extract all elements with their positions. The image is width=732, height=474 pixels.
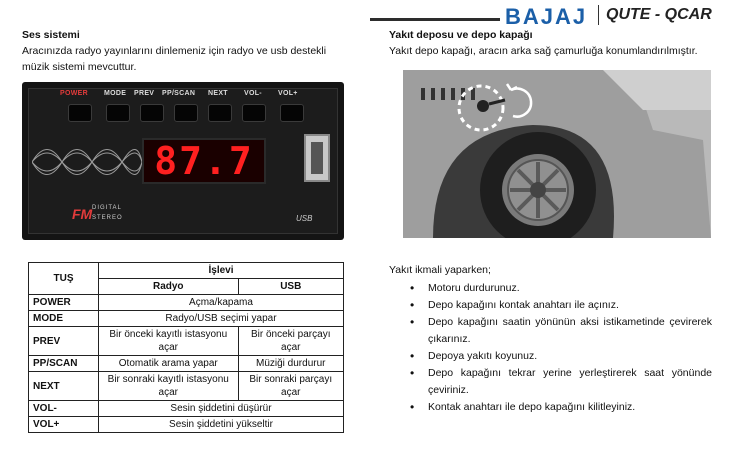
list-item: • Depoya yakıtı koyunuz. [410, 348, 712, 365]
row-function: Radyo/USB seçimi yapar [99, 311, 344, 327]
row-function: Açma/kapama [99, 295, 344, 311]
header-separator [598, 5, 599, 25]
row-usb: Bir önceki parçayı açar [238, 327, 344, 356]
row-radio: Bir sonraki kayıtlı istasyonu açar [99, 372, 239, 401]
wave-decoration [32, 132, 142, 192]
sound-system-description: Aracınızda radyo yayınlarını dinlemeniz için radyo ve usb destekli müzik sistemi mevcuttur. [22, 45, 327, 73]
table-row [29, 372, 344, 401]
radio-label-prev: PREV [134, 90, 155, 97]
frequency-display [142, 138, 266, 184]
row-key: PREV [29, 327, 99, 356]
digital-stereo-label [92, 203, 123, 223]
table-header-row [29, 263, 344, 279]
radio-label-power: POWER [60, 90, 88, 97]
radio-label-ppscan: PP/SCAN [162, 90, 196, 97]
list-item: • Kontak anahtarı ile depo kapağını kilitleyiniz. [410, 399, 712, 416]
radio-button-mode [106, 104, 130, 122]
section-title-sound-system: Ses sistemi [22, 29, 80, 41]
list-item: • Depo kapağını kontak anahtarı ile açınız. [410, 297, 712, 314]
radio-button-next [208, 104, 232, 122]
fm-logo: FM [72, 206, 93, 222]
row-key: MODE [29, 311, 99, 327]
radio-button-prev [140, 104, 164, 122]
row-key: VOL+ [29, 417, 99, 433]
header-usb: USB [238, 279, 344, 295]
frequency-digits: 87.7 [154, 139, 254, 183]
radio-label-mode: MODE [104, 90, 127, 97]
brand-logo: BAJAJ [505, 4, 588, 29]
list-item: • Depo kapağını saatin yönünün aksi istikametinde çevirerek çıkarınız. [410, 314, 712, 348]
radio-button-volplus [280, 104, 304, 122]
car-rear-illustration [403, 70, 711, 238]
table-row [29, 401, 344, 417]
header-function: İşlevi [99, 263, 344, 279]
row-function: Sesin şiddetini yükseltir [99, 417, 344, 433]
table-row [29, 295, 344, 311]
digital-label: DIGITAL [92, 205, 122, 211]
row-function: Sesin şiddetini düşürür [99, 401, 344, 417]
table-row [29, 311, 344, 327]
radio-unit-image [22, 82, 344, 240]
table-row [29, 356, 344, 372]
refuel-steps-list [410, 280, 712, 416]
table-row [29, 327, 344, 356]
usb-port [304, 134, 330, 182]
row-radio: Otomatik arama yapar [99, 356, 239, 372]
list-item: • Depo kapağını tekrar yerine yerleştirerek saat yönünde çeviriniz. [410, 365, 712, 399]
row-key: PP/SCAN [29, 356, 99, 372]
fuel-tank-description: Yakıt depo kapağı, aracın arka sağ çamurluğa konumlandırılmıştır. [389, 45, 698, 57]
table-row [29, 417, 344, 433]
radio-button-volminus [242, 104, 266, 122]
header-key: TUŞ [29, 263, 99, 295]
header-radio: Radyo [99, 279, 239, 295]
row-key: VOL- [29, 401, 99, 417]
radio-button-power [68, 104, 92, 122]
model-name: QUTE - QCAR [606, 6, 712, 23]
stereo-label: STEREO [92, 215, 123, 221]
usb-logo: USB [296, 214, 313, 223]
fuel-cap-photo [403, 70, 711, 238]
row-key: POWER [29, 295, 99, 311]
list-item: • Motoru durdurunuz. [410, 280, 712, 297]
button-function-table [28, 262, 344, 433]
row-radio: Bir önceki kayıtlı istasyonu açar [99, 327, 239, 356]
row-key: NEXT [29, 372, 99, 401]
radio-label-volplus: VOL+ [278, 90, 298, 97]
header-rule [370, 18, 500, 21]
radio-label-volminus: VOL- [244, 90, 262, 97]
refuel-intro: Yakıt ikmali yaparken; [389, 264, 491, 276]
row-usb: Müziği durdurur [238, 356, 344, 372]
radio-label-next: NEXT [208, 90, 228, 97]
radio-button-ppscan [174, 104, 198, 122]
section-title-fuel-tank: Yakıt deposu ve depo kapağı [389, 29, 533, 41]
row-usb: Bir sonraki parçayı açar [238, 372, 344, 401]
